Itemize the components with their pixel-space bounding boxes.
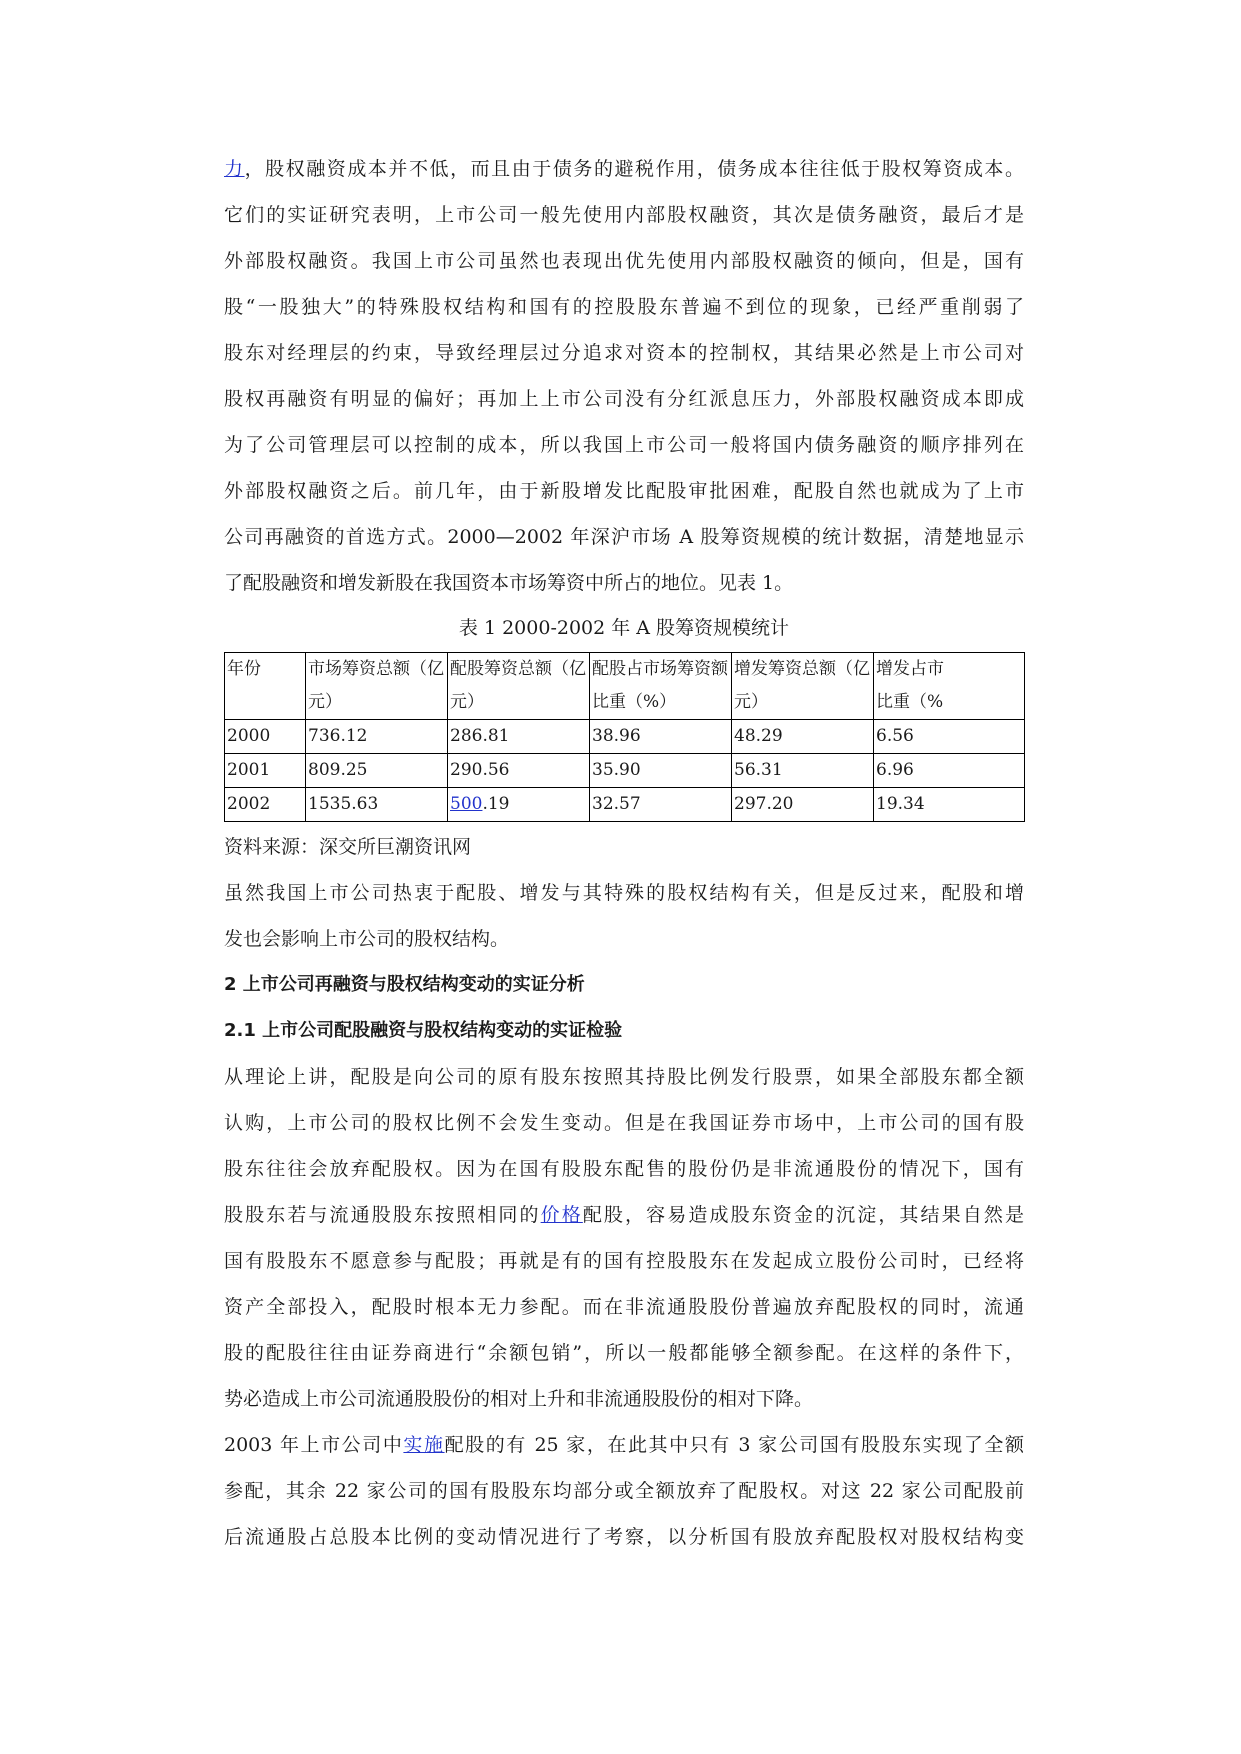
text-line: 外部股权融资。我国上市公司虽然也表现出优先使用内部股权融资的倾向，但是，国有 bbox=[224, 250, 1024, 272]
text-line: 2003 年上市公司中实施配股的有 25 家，在此其中只有 3 家公司国有股股东实现了全额 bbox=[224, 1434, 1024, 1456]
link-500[interactable]: 500 bbox=[450, 794, 483, 814]
text-line: 从理论上讲，配股是向公司的原有股东按照其持股比例发行股票，如果全部股东都全额 bbox=[224, 1066, 1024, 1088]
text-line: 股东往往会放弃配股权。因为在国有股股东配售的股份仍是非流通股份的情况下，国有 bbox=[224, 1158, 1024, 1180]
section-heading: 2 上市公司再融资与股权结构变动的实证分析 bbox=[224, 974, 585, 995]
table-cell: 2000 bbox=[225, 720, 306, 754]
table-row bbox=[225, 720, 1025, 754]
text-line: 虽然我国上市公司热衷于配股、增发与其特殊的股权结构有关，但是反过来，配股和增 bbox=[224, 882, 1024, 904]
text-line: 认购，上市公司的股权比例不会发生变动。但是在我国证券市场中，上市公司的国有股 bbox=[224, 1112, 1024, 1134]
text-line: 它们的实证研究表明，上市公司一般先使用内部股权融资，其次是债务融资，最后才是 bbox=[224, 204, 1024, 226]
header-cell: 年份 bbox=[225, 653, 306, 720]
table-cell: 56.31 bbox=[732, 754, 874, 788]
text-line bbox=[224, 146, 1024, 192]
table-cell: 500.19 bbox=[448, 788, 590, 822]
table-cell: 286.81 bbox=[448, 720, 590, 754]
text-line: 了配股融资和增发新股在我国资本市场筹资中所占的地位。见表 1。 bbox=[224, 572, 794, 594]
table-cell: 38.96 bbox=[590, 720, 732, 754]
table-cell: 297.20 bbox=[732, 788, 874, 822]
link-shishi[interactable]: 实施 bbox=[403, 1434, 445, 1456]
table-row bbox=[225, 754, 1025, 788]
table-header-row bbox=[225, 653, 1025, 720]
text-line: 发也会影响上市公司的股权结构。 bbox=[224, 928, 510, 950]
table-cell: 32.57 bbox=[590, 788, 732, 822]
text-line: 资产全部投入，配股时根本无力参配。而在非流通股股份普遍放弃配股权的同时，流通 bbox=[224, 1296, 1024, 1318]
link-jiage[interactable]: 价格 bbox=[540, 1204, 583, 1226]
text-line: 参配，其余 22 家公司的国有股股东均部分或全额放弃了配股权。对这 22 家公司配股前 bbox=[224, 1480, 1024, 1502]
header-cell: 增发占市 比重（% bbox=[874, 653, 1025, 720]
text-line: 公司再融资的首选方式。2000—2002 年深沪市场 A 股筹资规模的统计数据，清楚地显示 bbox=[224, 526, 1024, 548]
table-source: 资料来源：深交所巨潮资讯网 bbox=[224, 836, 472, 858]
header-cell: 市场筹资总额（亿 元） bbox=[306, 653, 448, 720]
table-cell: 19.34 bbox=[874, 788, 1025, 822]
header-cell: 增发筹资总额（亿 元） bbox=[732, 653, 874, 720]
subsection-heading: 2.1 上市公司配股融资与股权结构变动的实证检验 bbox=[224, 1020, 623, 1041]
table-row bbox=[225, 788, 1025, 822]
table-cell: 35.90 bbox=[590, 754, 732, 788]
text-span: ，股权融资成本并不低，而且由于债务的避税作用，债务成本往往低于股权筹资成本。 bbox=[244, 158, 1024, 180]
header-cell: 配股占市场筹资额 比重（%） bbox=[590, 653, 732, 720]
table-cell: 736.12 bbox=[306, 720, 448, 754]
text-line: 为了公司管理层可以控制的成本，所以我国上市公司一般将国内债务融资的顺序排列在 bbox=[224, 434, 1024, 456]
document-page bbox=[224, 146, 1024, 1560]
text-line: 股权再融资有明显的偏好；再加上上市公司没有分红派息压力，外部股权融资成本即成 bbox=[224, 388, 1024, 410]
table-cell: 290.56 bbox=[448, 754, 590, 788]
text-line: 势必造成上市公司流通股股份的相对上升和非流通股股份的相对下降。 bbox=[224, 1388, 814, 1410]
text-line: 股东对经理层的约束，导致经理层过分追求对资本的控制权，其结果必然是上市公司对 bbox=[224, 342, 1024, 364]
text-line: 股的配股往往由证券商进行“余额包销”，所以一般都能够全额参配。在这样的条件下， bbox=[224, 1342, 1024, 1364]
text-line: 国有股股东不愿意参与配股；再就是有的国有控股股东在发起成立股份公司时，已经将 bbox=[224, 1250, 1024, 1272]
table-cell: 1535.63 bbox=[306, 788, 448, 822]
table-cell: 6.96 bbox=[874, 754, 1025, 788]
text-line: 外部股权融资之后。前几年，由于新股增发比配股审批困难，配股自然也就成为了上市 bbox=[224, 480, 1024, 502]
link-li[interactable]: 力 bbox=[224, 158, 245, 180]
table-cell: 6.56 bbox=[874, 720, 1025, 754]
table-cell: 2002 bbox=[225, 788, 306, 822]
table-cell: 2001 bbox=[225, 754, 306, 788]
header-cell: 配股筹资总额（亿 元） bbox=[448, 653, 590, 720]
text-line: 股股东若与流通股股东按照相同的价格配股，容易造成股东资金的沉淀，其结果自然是 bbox=[224, 1204, 1024, 1226]
text-line: 后流通股占总股本比例的变动情况进行了考察，以分析国有股放弃配股权对股权结构变 bbox=[224, 1526, 1024, 1548]
text-line: 股“一股独大”的特殊股权结构和国有的控股股东普遍不到位的现象，已经严重削弱了 bbox=[224, 296, 1024, 318]
table-cell: 809.25 bbox=[306, 754, 448, 788]
table-caption: 表 1 2000-2002 年 A 股筹资规模统计 bbox=[458, 617, 790, 639]
table-cell: 48.29 bbox=[732, 720, 874, 754]
data-table bbox=[224, 652, 1025, 822]
